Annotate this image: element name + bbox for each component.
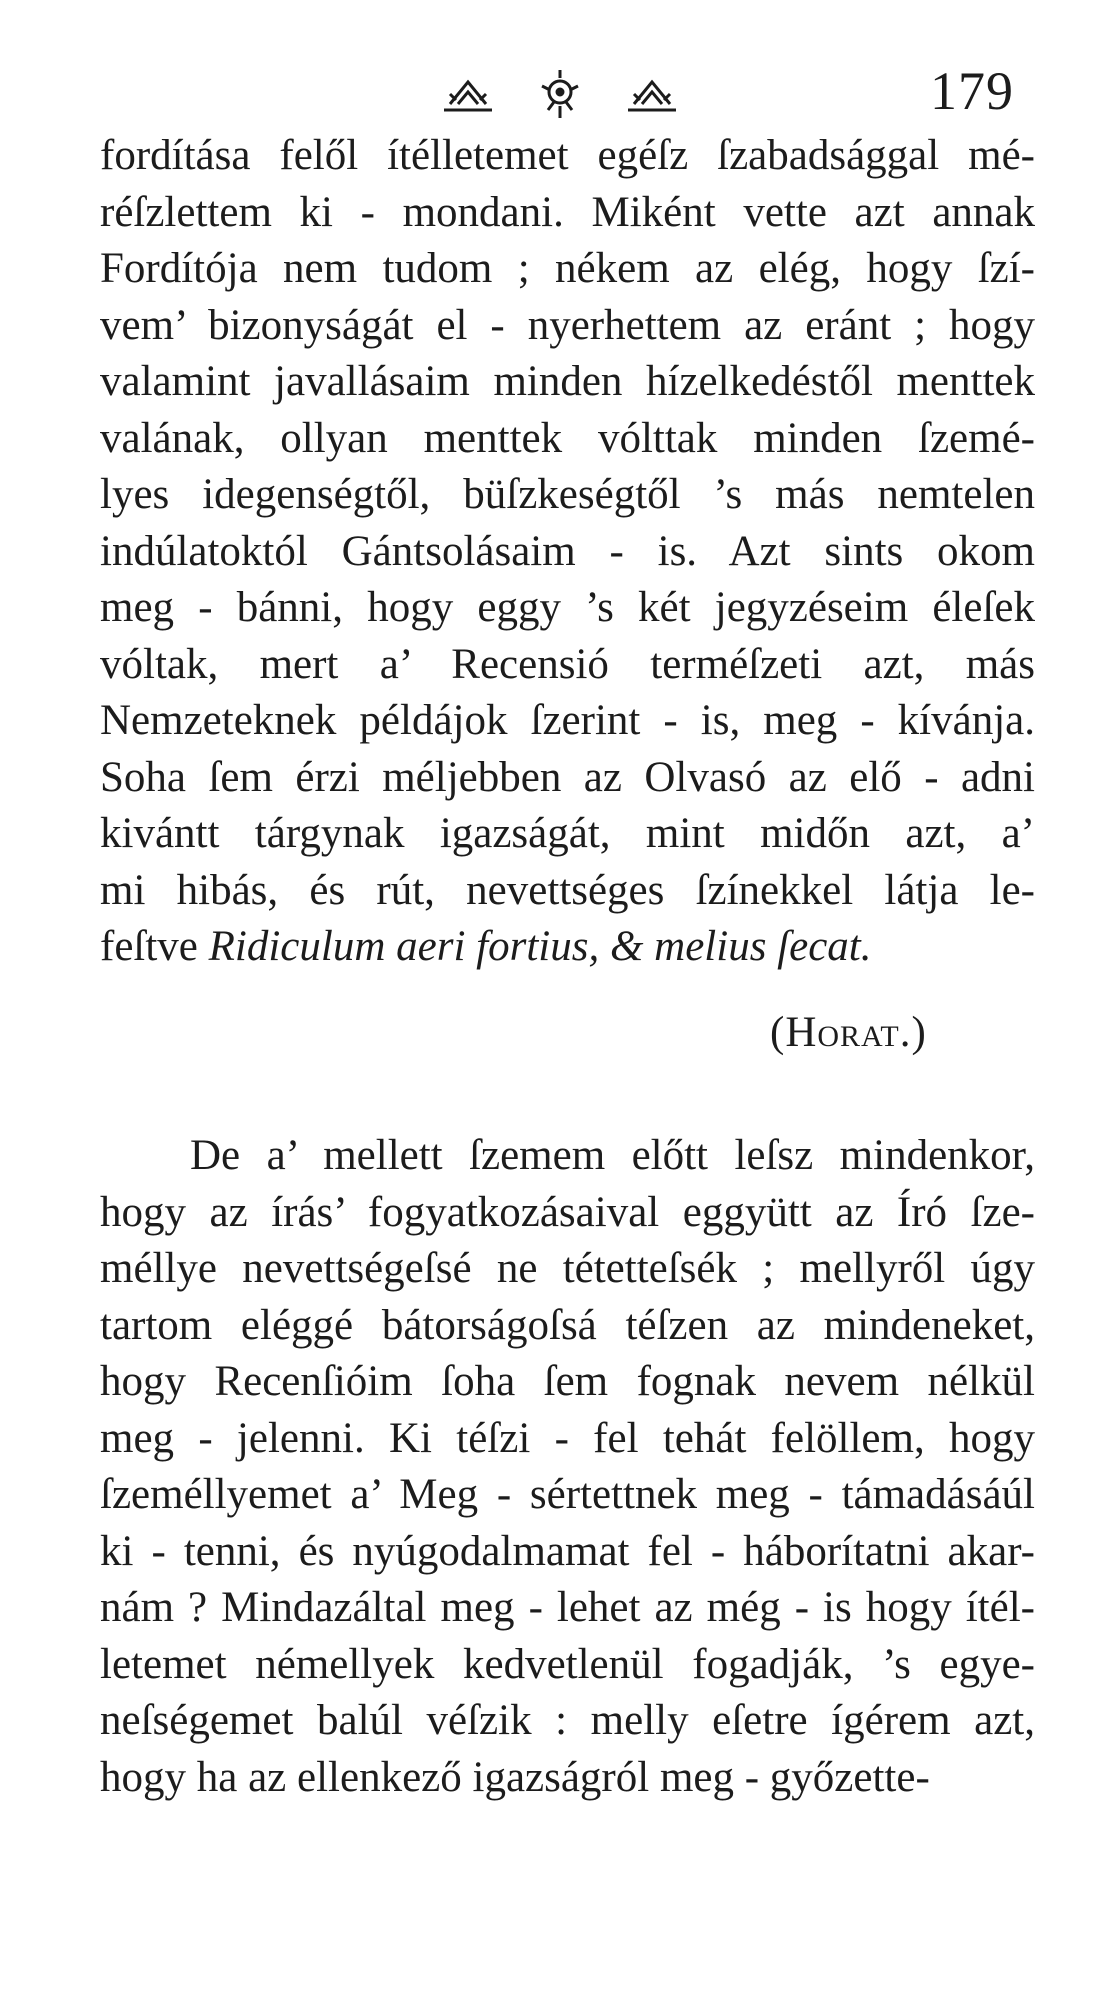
text-line: hogy Recenſióim ſoha ſem fognak nevem nélkül [100,1358,1035,1405]
text-line: Soha ſem érzi méljebben az Olvasó az elő - adni [100,753,1035,801]
text-line: mi hibás, és rút, nevettséges ſzínekkel látja le- [100,866,1035,914]
text-line-quote [100,919,1035,976]
quote-lead: feſtve [100,923,209,970]
text-line: Nemzeteknek példájok ſzerint - is, meg - kívánja. [100,697,1035,744]
text-line: ſzeméllyemet a’ Meg - sértettnek meg - támadásáúl [100,1471,1035,1518]
header-ornament [430,64,690,124]
paragraph-2 [100,1128,1035,1806]
citation-horat: (Horat.) [770,1009,927,1056]
text-line: hogy ha az ellenkező igazságról meg - győzette- [100,1753,930,1801]
text-line: meg - jelenni. Ki téſzi - fel tehát felöllem, hogy [100,1414,1035,1462]
text-line: meg - bánni, hogy eggy ’s két jegyzéseim éleſek [100,584,1035,631]
text-line: fordítása felől ítélletemet egéſz ſzabadsággal mé- [100,132,1035,179]
text-line: Fordítója nem tudom ; nékem az elég, hogy ſzí- [100,245,1035,292]
text-line: méllye nevettségeſsé ne tétetteſsék ; mellyről úgy [100,1245,1035,1292]
text-line: valának, ollyan menttek vólttak minden ſzemé- [100,414,1035,462]
text-line: valamint javallásaim minden hízelkedéstől menttek [100,358,1035,405]
page-number: 179 [930,61,1014,121]
ornament-right-flourish [628,82,676,110]
page-header [0,60,1115,130]
text-line: indúlatoktól Gántsolásaim - is. Azt sints okom [100,527,1035,575]
text-line: hogy az írás’ fogyatkozásaival eggyütt az Író ſze- [100,1188,1035,1236]
text-line: nám ? Mindazáltal meg - lehet az még - is hogy ítél- [100,1584,1035,1631]
paragraph-2-first-line: De a’ mellett ſzemem előtt leſsz mindenkor, [190,1132,1035,1179]
text-line: ki - tenni, és nyúgodalmamat fel - háborítatni akar- [100,1527,1035,1575]
text-line: lyes idegenségtől, büſzkeségtől ’s más nemtelen [100,471,1035,518]
text-line: letemet némellyek kedvetlenül fogadják, ’s egye- [100,1640,1035,1688]
text-line: réſzlettem ki - mondani. Miként vette azt annak [100,188,1035,236]
text-line: vem’ bizonyságát el - nyerhettem az eránt ; hogy [100,301,1035,349]
paragraph-1 [100,128,1035,976]
latin-quote: Ridiculum aeri fortius, & melius ſecat. [208,923,872,970]
text-line-first [100,1128,1035,1185]
text-line: vóltak, mert a’ Recensió terméſzeti azt, más [100,640,1035,688]
text-line: kivántt tárgynak igazságát, mint midőn azt, a’ [100,810,1035,857]
text-line: neſségemet balúl véſzik : melly eſetre ígérem azt, [100,1697,1035,1744]
ornament-left-flourish [444,82,492,110]
text-line: tartom eléggé bátorságoſsá téſzen az mindeneket, [100,1301,1035,1349]
ornament-center-flower [542,70,578,118]
